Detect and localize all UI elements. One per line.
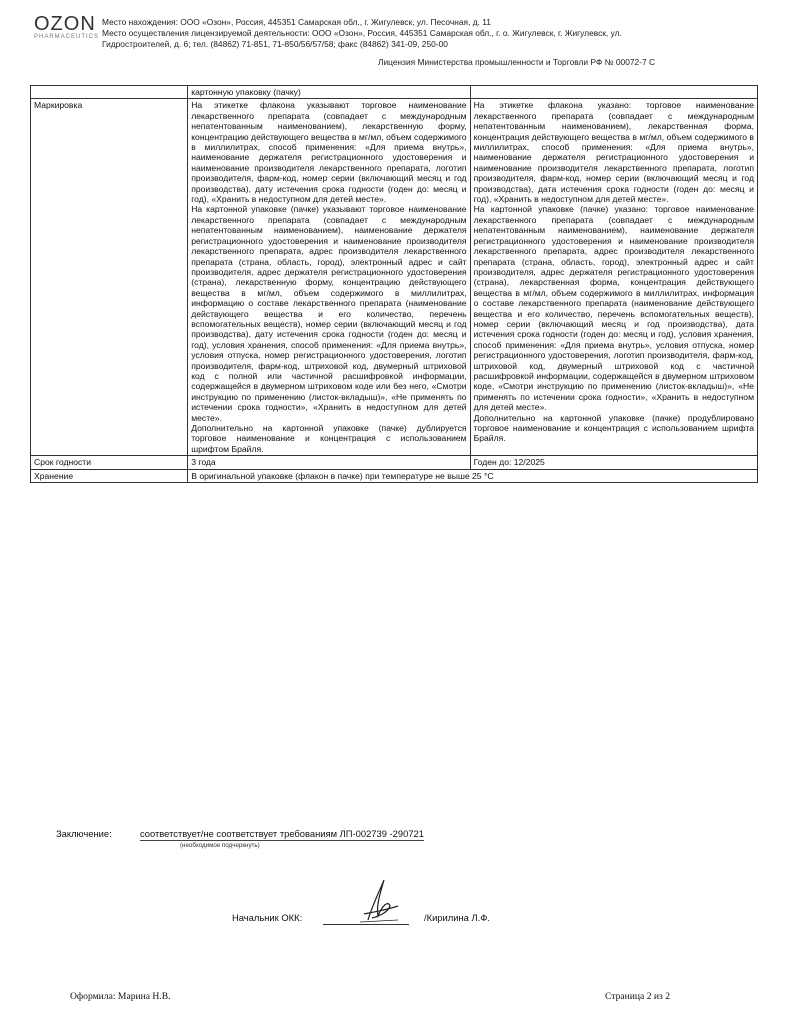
shelf-life-requirement: 3 года [188, 456, 470, 469]
marking-requirements [188, 99, 470, 456]
marking-req-braille: Дополнительно на картонной упаковке (пачке) дублируется торговое наименование и концентрация с использованием шрифтом Брайля. [191, 423, 467, 454]
marking-res-label: На этикетке флакона указано: торговое наименование лекарственного препарата (совпадает с международным непатентованным наименованием), лекарственная форма, концентрация действующего вещества в мг/мл, объем содержимого в миллилитрах, способ применения: «Для приема внутрь», наименование держателя регистрационного удостоверения и наименование производителя лекарственного препарата, логотип производителя, фарм-код, номер серии (включающий месяц и год производства), дата истечения срока годности (годен до: месяц и год), «Хранить в недоступном для детей месте». [473, 100, 754, 205]
shelf-life-result: Годен до: 12/2025 [470, 456, 757, 469]
marking-res-braille: Дополнительно на картонной упаковке (пачке) продублировано торговое наименование и концентрация с использованием шрифта Брайля. [473, 412, 754, 444]
ozon-logo [34, 13, 100, 48]
storage-label: Хранение [31, 469, 188, 482]
specification-table [30, 85, 758, 483]
shelf-life-label: Срок годности [31, 456, 188, 469]
cell-empty [470, 86, 757, 99]
header-contacts: Гидростроителей, д. 6; тел. (84862) 71-851, 71-850/56/57/58; факс (84862) 341-09, 250-00 [102, 39, 448, 49]
table-row-shelf-life [31, 456, 758, 469]
company-header [102, 17, 692, 50]
logo-word: OZON [34, 13, 96, 35]
table-row-marking [31, 99, 758, 456]
cell-carton-continued: картонную упаковку (пачку) [188, 86, 470, 99]
conclusion-note: (необходимое подчеркнуть) [180, 842, 260, 849]
conclusion [56, 828, 424, 839]
marking-results [470, 99, 757, 456]
license-line: Лицензия Министерства промышленности и Торговли РФ № 00072-7 С [378, 57, 655, 67]
page-number: Страница 2 из 2 [605, 991, 671, 1002]
storage-value: В оригинальной упаковке (флакон в пачке) при температуре не выше 25 °С [188, 469, 758, 482]
logo-subtitle: PHARMACEUTICS [34, 34, 100, 40]
cell-empty [31, 86, 188, 99]
header-activity-place: Место осуществления лицензируемой деятельности: ООО «Озон», Россия, 445351 Самарская обл., г. о. Жигулевск, г. Жигулевск, ул. [102, 28, 622, 38]
conclusion-label: Заключение: [56, 828, 112, 839]
marking-req-carton: На картонной упаковке (пачке) указывают торговое наименование лекарственного препарата (совпадает с международным непатентованным наименованием), наименование держателя регистрационного удостоверения и наименование производителя лекарственного препарата, адрес производителя лекарственного препарата (страна, область, город), электронный адрес и сайт производителя, адрес держателя регистрационного удостоверения (страна), лекарственную форму, концентрацию действующего вещества в мг/мл, объем содержимого в миллилитрах, информацию о составе лекарственного препарата (наименование действующего вещества и его количество, перечень вспомогательных веществ), номер серии (включающий месяц и год производства), дату истечения срока годности (годен до: месяц и год), условия хранения, способ применения: «Для приема внутрь», условия отпуска, номер регистрационного удостоверения, логотип производителя, фарм-код, штриховой код, двумерный штриховой код с полной или частичной расшифровкой информации, содержащейся в двумерном штриховом коде или без него, «Смотри инструкцию по применению (листок-вкладыш)», «Не применять по истечении срока годности», «Хранить в недоступном для детей месте». [191, 204, 467, 423]
signatory-title: Начальник ОКК: [232, 912, 303, 923]
prepared-by: Оформила: Марина Н.В. [70, 991, 171, 1002]
marking-req-label: На этикетке флакона указывают торговое наименование лекарственного препарата (совпадает с международным непатентованным наименованием), лекарственную форму, концентрацию действующего вещества в мг/мл, объем содержимого в миллилитрах, способ применения: «Для приема внутрь», наименование держателя регистрационного удостоверения и наименование производителя лекарственного препарата, логотип производителя, фарм-код, номер серии (включающий месяц и год производства), дату истечения срока годности (годен до: месяц и год), «Хранить в недоступном для детей месте». [191, 100, 467, 205]
conclusion-text: соответствует/не соответствует требованиям ЛП-002739 -290721 [140, 828, 424, 839]
marking-label: Маркировка [31, 99, 188, 456]
table-row-storage [31, 469, 758, 482]
handwritten-signature [350, 876, 410, 926]
marking-res-carton: На картонной упаковке (пачке) указано: торговое наименование лекарственного препарата (совпадает с международным непатентованным наименованием), наименование держателя регистрационного удостоверения и наименование производителя лекарственного препарата, адрес производителя лекарственного препарата (страна, область, город), электронный адрес и сайт производителя, адрес держателя регистрационного удостоверения (страна), лекарственная форма, концентрация действующего вещества в мг/мл, объем содержимого в миллилитрах, информация о составе лекарственного препарата (наименование действующего вещества и его количество, перечень вспомогательных веществ), номер серии (включающий месяц и год производства), дата истечения срока годности (годен до: месяц и год), условия хранения, способ применения: «Для приема внутрь», условия отпуска, номер регистрационного удостоверения, логотип производителя, фарм-код, штриховой код, двумерный штриховой код с частичной расшифровкой информации, содержащейся в двумерном штриховом коде, «Смотри инструкцию по применению (листок-вкладыш)», «Не применять по истечении срока годности», «Хранить в недоступном для детей месте». [473, 204, 754, 413]
header-address: Место нахождения: ООО «Озон», Россия, 445351 Самарская обл., г. Жигулевск, ул. Песочная, д. 11 [102, 17, 491, 27]
signatory-name: /Кирилина Л.Ф. [424, 912, 490, 923]
table-row [31, 86, 758, 99]
